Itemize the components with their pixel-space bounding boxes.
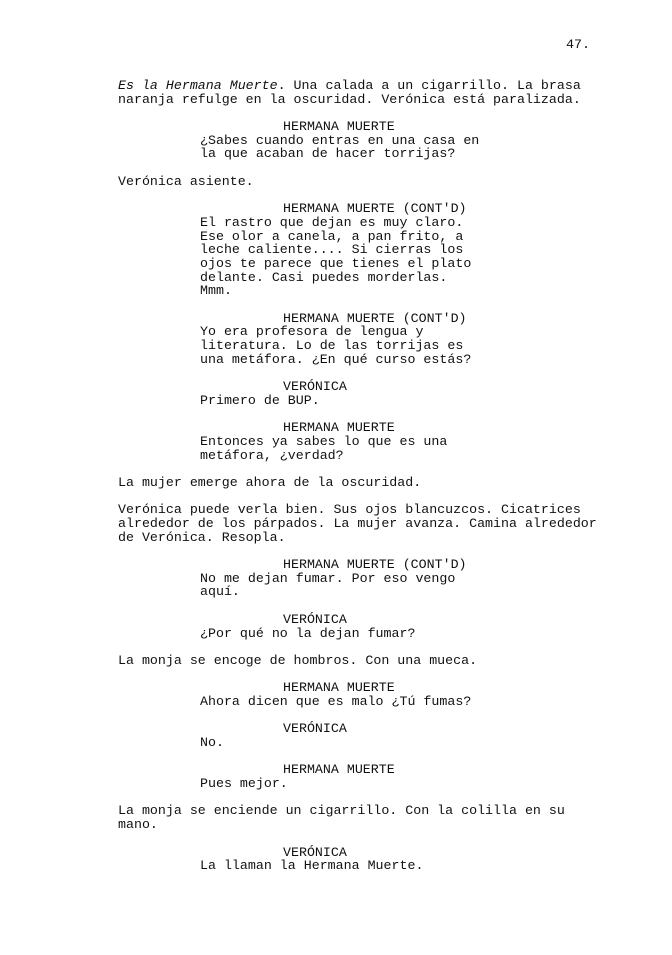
blank-line bbox=[118, 640, 638, 654]
emphasized-text: Es la Hermana Muerte bbox=[118, 78, 278, 93]
dialogue-line: ojos te parece que tienes el plato bbox=[200, 255, 472, 271]
blank-line bbox=[118, 189, 638, 203]
action-line bbox=[118, 79, 638, 93]
dialogue-block bbox=[200, 627, 638, 641]
dialogue-block bbox=[200, 216, 638, 298]
dialogue-block bbox=[200, 777, 638, 791]
script-body bbox=[118, 79, 638, 873]
blank-line bbox=[118, 791, 638, 805]
blank-line bbox=[118, 298, 638, 312]
dialogue-line: leche caliente.... Si cierras los bbox=[200, 242, 464, 258]
dialogue-line: El rastro que dejan es muy claro. bbox=[200, 214, 464, 230]
dialogue-line: literatura. Lo de las torrijas es bbox=[200, 338, 464, 354]
dialogue-line: ¿Sabes cuando entras en una casa en bbox=[200, 132, 480, 148]
character-cue: HERMANA MUERTE (CONT'D) bbox=[283, 310, 467, 326]
dialogue-block bbox=[200, 394, 638, 408]
action-block bbox=[118, 804, 638, 831]
dialogue-block bbox=[200, 572, 638, 599]
action-block bbox=[118, 654, 638, 668]
dialogue-block bbox=[200, 134, 638, 161]
dialogue-line: Entonces ya sabes lo que es una bbox=[200, 433, 448, 449]
blank-line bbox=[118, 490, 638, 504]
action-text: La mujer emerge ahora de la oscuridad. bbox=[118, 474, 422, 490]
action-line bbox=[118, 818, 638, 832]
dialogue-block bbox=[200, 695, 638, 709]
dialogue-line: ¿Por qué no la dejan fumar? bbox=[200, 625, 416, 641]
blank-line bbox=[118, 750, 638, 764]
dialogue-block bbox=[200, 736, 638, 750]
action-line bbox=[118, 517, 638, 531]
character-cue: VERÓNICA bbox=[283, 611, 347, 627]
dialogue-line: Ahora dicen que es malo ¿Tú fumas? bbox=[200, 693, 472, 709]
dialogue-line: No. bbox=[200, 735, 224, 750]
action-line bbox=[118, 531, 638, 545]
character-cue: VERÓNICA bbox=[283, 721, 347, 737]
dialogue-line: Yo era profesora de lengua y bbox=[200, 324, 424, 340]
page-number: 47. bbox=[566, 37, 590, 52]
action-text: naranja refulge en la oscuridad. Verónica está paralizada. bbox=[118, 91, 581, 107]
dialogue-block bbox=[200, 325, 638, 366]
action-block bbox=[118, 79, 638, 106]
dialogue-block bbox=[200, 435, 638, 462]
action-line bbox=[118, 503, 638, 517]
action-text: Verónica asiente. bbox=[118, 173, 254, 189]
action-block bbox=[118, 175, 638, 189]
dialogue-line: metáfora, ¿verdad? bbox=[200, 447, 344, 463]
action-text: La monja se enciende un cigarrillo. Con la colilla en su bbox=[118, 803, 565, 819]
character-cue: HERMANA MUERTE (CONT'D) bbox=[283, 557, 467, 573]
dialogue-line: Primero de BUP. bbox=[200, 392, 320, 408]
action-block bbox=[118, 476, 638, 490]
character-cue: HERMANA MUERTE bbox=[283, 680, 395, 696]
blank-line bbox=[118, 408, 638, 422]
dialogue-line: Ese olor a canela, a pan frito, a bbox=[200, 228, 464, 244]
blank-line bbox=[118, 544, 638, 558]
character-cue: HERMANA MUERTE (CONT'D) bbox=[283, 201, 467, 217]
blank-line bbox=[118, 106, 638, 120]
action-text: Verónica puede verla bien. Sus ojos blancuzcos. Cicatrices bbox=[118, 502, 581, 518]
character-cue: HERMANA MUERTE bbox=[283, 762, 395, 778]
action-line bbox=[118, 654, 638, 668]
dialogue-line: delante. Casi puedes morderlas. bbox=[200, 269, 448, 285]
character-cue: HERMANA MUERTE bbox=[283, 420, 395, 436]
action-line bbox=[118, 175, 638, 189]
character-cue: VERÓNICA bbox=[283, 844, 347, 860]
character-cue: HERMANA MUERTE bbox=[283, 119, 395, 135]
action-text: alrededor de los párpados. La mujer avanza. Camina alrededor bbox=[118, 516, 597, 531]
dialogue-line: la que acaban de hacer torrijas? bbox=[200, 146, 456, 162]
blank-line bbox=[118, 599, 638, 613]
action-line bbox=[118, 476, 638, 490]
character-cue: VERÓNICA bbox=[283, 379, 347, 395]
dialogue-line: La llaman la Hermana Muerte. bbox=[200, 858, 424, 874]
blank-line bbox=[118, 832, 638, 846]
action-line bbox=[118, 93, 638, 107]
dialogue-line: Pues mejor. bbox=[200, 776, 288, 792]
action-text: mano. bbox=[118, 817, 158, 833]
action-text: La monja se encoge de hombros. Con una mueca. bbox=[118, 652, 478, 668]
blank-line bbox=[118, 668, 638, 682]
blank-line bbox=[118, 366, 638, 380]
blank-line bbox=[118, 709, 638, 723]
dialogue-line: No me dejan fumar. Por eso vengo bbox=[200, 570, 456, 586]
action-text: de Verónica. Resopla. bbox=[118, 529, 286, 545]
dialogue-line: aquí. bbox=[200, 584, 240, 600]
blank-line bbox=[118, 462, 638, 476]
action-text: . Una calada a un cigarrillo. La brasa bbox=[277, 78, 581, 93]
dialogue-block bbox=[200, 859, 638, 873]
dialogue-line: una metáfora. ¿En qué curso estás? bbox=[200, 351, 472, 367]
dialogue-line: Mmm. bbox=[200, 283, 232, 299]
blank-line bbox=[118, 161, 638, 175]
action-block bbox=[118, 503, 638, 544]
action-line bbox=[118, 804, 638, 818]
